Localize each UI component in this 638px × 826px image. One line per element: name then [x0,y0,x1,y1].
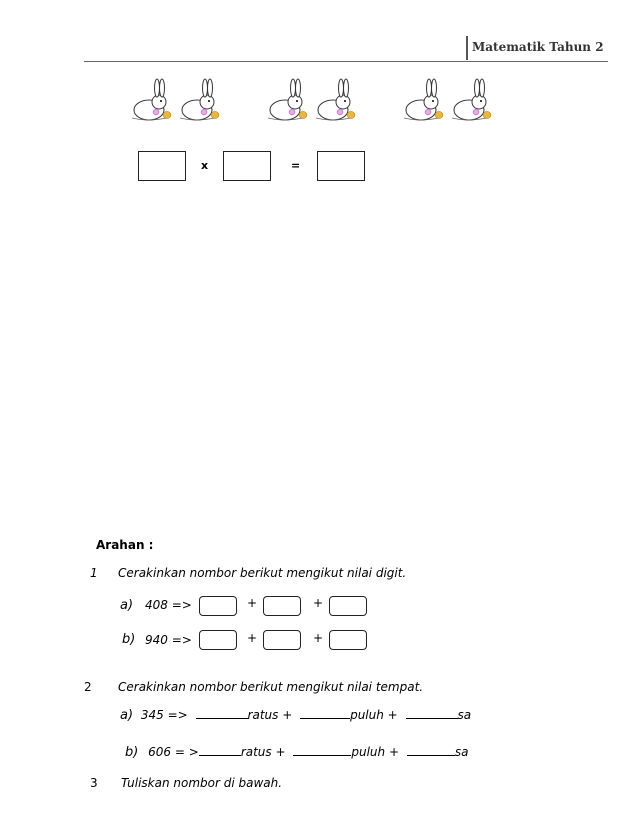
blank-puluh[interactable] [300,707,350,719]
answer-box-groups[interactable] [138,151,186,181]
digit-box[interactable] [263,596,301,616]
digit-box[interactable] [263,630,301,650]
unit-puluh: puluh + [350,708,398,722]
item-label: a) [120,598,134,613]
plus-sign: + [247,631,258,645]
item-expression: 408 => [145,598,192,612]
place-value-row-a [120,707,471,723]
blank-sa[interactable] [406,707,458,719]
question-number: 3 [90,776,98,790]
question-3-text: Tuliskan nombor di bawah. [121,776,283,790]
item-expression: 606 = > [148,745,199,759]
rabbit-icon [132,79,171,120]
digit-box[interactable] [199,630,237,650]
question-number: 2 [84,680,92,694]
unit-sa: sa [454,745,469,759]
item-label: b) [125,745,139,760]
blank-ratus[interactable] [199,744,241,756]
question-2-text: Cerakinkan nombor berikut mengikut nilai tempat. [118,680,424,694]
times-sign: x [201,159,209,172]
plus-sign: + [313,596,324,610]
answer-box-total[interactable] [317,151,365,181]
plus-sign: + [247,596,258,610]
question-number: 1 [90,566,98,580]
rabbit-icon [404,79,443,120]
plus-sign: + [313,631,324,645]
blank-sa[interactable] [407,744,455,756]
rabbit-icon [316,79,355,120]
place-value-row-b [125,744,468,760]
item-expression: 940 => [145,633,192,647]
blank-puluh[interactable] [293,744,351,756]
question-1-text: Cerakinkan nombor berikut mengikut nilai digit. [118,566,407,580]
unit-sa: sa [457,708,472,722]
digit-box[interactable] [199,596,237,616]
item-label: b) [122,632,136,647]
unit-puluh: puluh + [351,745,399,759]
rabbit-icon [268,79,307,120]
unit-ratus: ratus + [240,745,286,759]
rabbit-groups [0,0,638,140]
instructions-heading: Arahan : [96,538,154,552]
item-label: a) [120,708,134,723]
answer-box-each[interactable] [223,151,271,181]
blank-ratus[interactable] [196,707,248,719]
rabbit-icon [180,79,219,120]
unit-ratus: ratus + [247,708,293,722]
digit-box[interactable] [329,630,367,650]
equals-sign: = [291,159,301,172]
digit-box[interactable] [329,596,367,616]
page-header-title: Matematik Tahun 2 [472,40,604,54]
rabbit-icon [452,79,491,120]
item-expression: 345 => [140,708,188,722]
